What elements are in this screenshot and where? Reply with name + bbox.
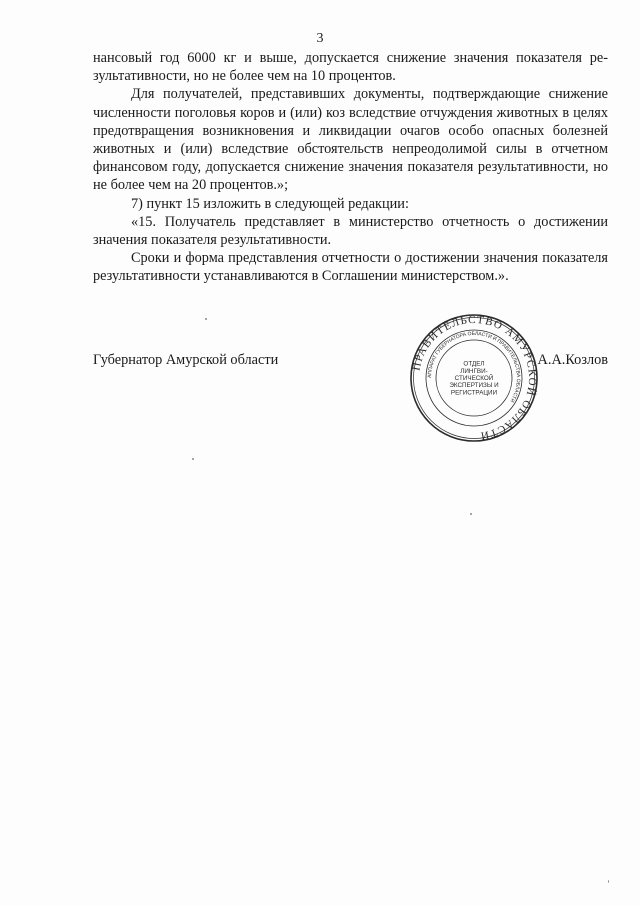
official-seal — [409, 313, 539, 443]
seal-center-line: ОТДЕЛ — [463, 360, 485, 368]
scan-speck — [192, 458, 194, 460]
scan-speck — [205, 318, 207, 320]
seal-outer-text: ПРАВИТЕЛЬСТВО АМУРСКОЙ ОБЛАСТИ — [410, 313, 539, 442]
paragraph-reporting-terms: Сроки и форма представления отчетности о достижении значения показателя результативности устанавливаются в Соглашении министерством.». — [93, 250, 608, 285]
signer-name: А.А.Козлов — [537, 352, 608, 368]
seal-center-line: ЭКСПЕРТИЗЫ И — [449, 382, 499, 390]
paragraph-exception: Для получателей, представивших документы, подтверждающие снижение численности поголовья коров и (или) коз вследствие отчуждения животных в целях предотвращения возникновения и ликвидации очагов особо опасных болезней животных и (или) вследствие обстоятельств непреодолимой силы в отчетном финансовом году, допускается снижение значения показателя результативности, но не более чем на 20 процентов.»; — [93, 86, 608, 194]
seal-center-line: РЕГИСТРАЦИИ — [450, 389, 498, 397]
seal-center-line: ЛИНГВИ- — [460, 367, 488, 375]
paragraph-clause-15: «15. Получатель представляет в министерство отчетность о достижении значения показателя результативности. — [93, 213, 608, 249]
seal-center-line: СТИЧЕСКОЙ — [454, 375, 494, 382]
scan-speck — [470, 513, 472, 515]
scan-speck — [608, 880, 609, 883]
signer-title: Губернатор Амурской области — [93, 352, 279, 368]
seal-inner-ring-text: АППАРАТ ГУБЕРНАТОРА ОБЛАСТИ И ПРАВИТЕЛЬСТВА ОБЛАСТИ — [426, 330, 522, 404]
paragraph-continuation: нансовый год 6000 кг и выше, допускается снижение значения показателя ре-зультативности, но не более чем на 10 процентов. — [93, 50, 608, 85]
paragraph-amendment-item: 7) пункт 15 изложить в следующей редакции: — [131, 195, 409, 212]
seal-center-text — [449, 361, 499, 397]
document-body — [93, 49, 608, 286]
page-number: 3 — [316, 31, 324, 46]
